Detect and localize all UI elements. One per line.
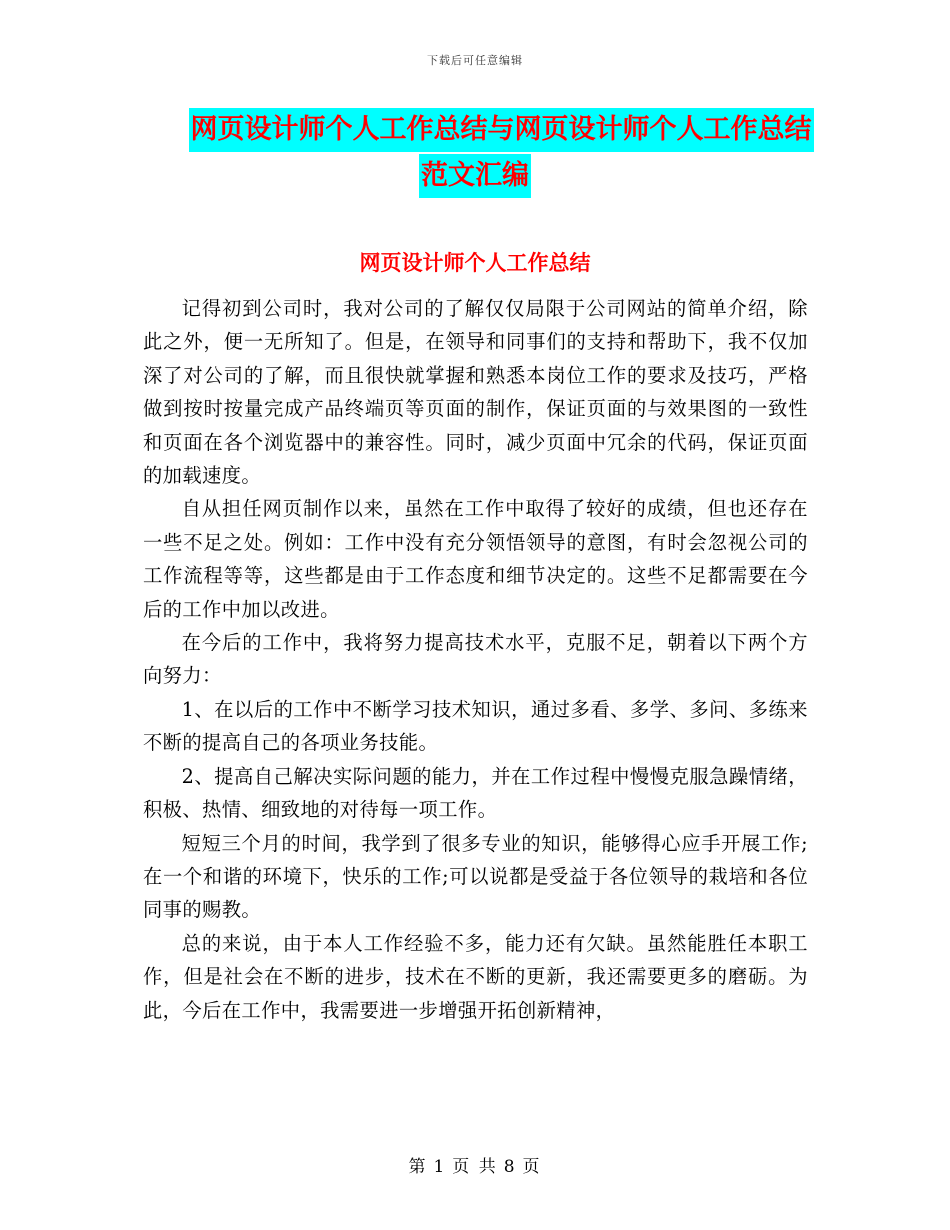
document-body [143, 292, 808, 1027]
paragraph-3: 在今后的工作中，我将努力提高技术水平，克服不足，朝着以下两个方向努力： [143, 631, 808, 688]
page-footer [0, 1152, 950, 1177]
paragraph-2: 自从担任网页制作以来，虽然在工作中取得了较好的成绩，但也还存在一些不足之处。例如：工作中没有充分领悟领导的意图，有时会忽视公司的工作流程等等，这些都是由于工作态度和细节决定的。这些不足都需要在今后的工作中加以改进。 [143, 497, 808, 621]
paragraph-6: 短短三个月的时间，我学到了很多专业的知识，能够得心应手开展工作;在一个和谐的环境下，快乐的工作;可以说都是受益于各位领导的栽培和各位同事的赐教。 [143, 831, 808, 922]
page-header-note: 下载后可任意编辑 [427, 54, 523, 67]
title-line-1: 网页设计师个人工作总结与网页设计师个人工作总结 [189, 108, 814, 152]
paragraph-1: 记得初到公司时，我对公司的了解仅仅局限于公司网站的简单介绍，除此之外，便一无所知了。但是，在领导和同事们的支持和帮助下，我不仅加深了对公司的了解，而且很快就掌握和熟悉本岗位工作的要求及技巧，严格做到按时按量完成产品终端页等页面的制作，保证页面的与效果图的一致性和页面在各个浏览器中的兼容性。同时，减少页面中冗余的代码，保证页面的加载速度。 [143, 297, 808, 488]
paragraph-7: 总的来说，由于本人工作经验不多，能力还有欠缺。虽然能胜任本职工作，但是社会在不断的进步，技术在不断的更新，我还需要更多的磨砺。为此，今后在工作中，我需要进一步增强开拓创新精神， [143, 931, 808, 1022]
footer-page-number: 1 [433, 1157, 447, 1177]
footer-total-pages: 8 [503, 1157, 517, 1177]
paragraph-4: 1、在以后的工作中不断学习技术知识，通过多看、多学、多问、多练来不断的提高自己的各项业务技能。 [143, 697, 808, 755]
paragraph-5: 2、提高自己解决实际问题的能力，并在工作过程中慢慢克服急躁情绪，积极、热情、细致地的对待每一项工作。 [143, 764, 808, 822]
document-title [0, 108, 950, 198]
footer-middle: 页 共 [452, 1157, 498, 1177]
section-title: 网页设计师个人工作总结 [359, 251, 591, 275]
footer-prefix: 第 [408, 1157, 428, 1177]
footer-suffix: 页 [522, 1157, 542, 1177]
title-line-2: 范文汇编 [419, 154, 531, 198]
